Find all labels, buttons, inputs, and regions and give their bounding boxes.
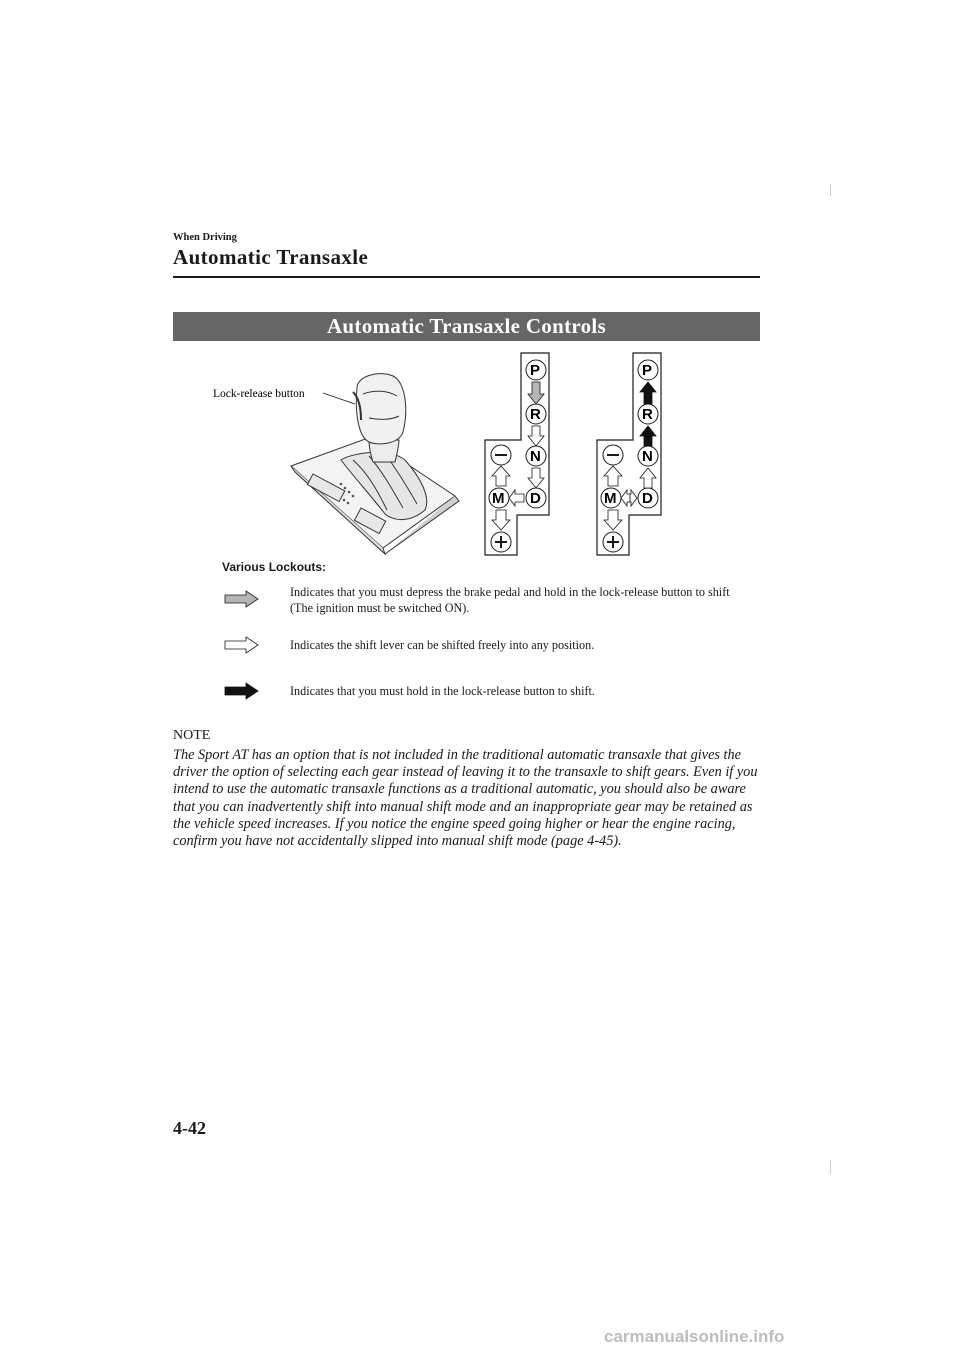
gate2-r-label: R xyxy=(642,406,653,423)
callout-leader xyxy=(323,393,355,404)
gate2-p-label: P xyxy=(642,362,653,379)
gate1-r-label: R xyxy=(530,406,541,423)
gate2-n-label: N xyxy=(642,448,653,465)
shift-console-illustration xyxy=(291,374,459,554)
gate2-d-label: D xyxy=(642,490,653,507)
shift-lever-figure xyxy=(173,348,760,718)
lockout-legend-black: Indicates that you must hold in the lock-release button to shift. xyxy=(290,684,595,698)
white-arrow-icon xyxy=(224,636,260,654)
note-title: NOTE xyxy=(173,728,211,743)
crop-mark-top xyxy=(830,184,831,196)
section-banner: Automatic Transaxle Controls xyxy=(173,312,760,341)
black-arrow-icon xyxy=(224,682,260,700)
gate2-m-label: M xyxy=(604,490,617,507)
chapter-title: Automatic Transaxle xyxy=(173,245,369,269)
note-body: The Sport AT has an option that is not included in the traditional automatic transaxle that gives the driver the option of selecting each gear instead of leaving it to the transaxle to shift gears. Even if you intend to use the automatic transaxle functions as a traditional automatic, you should also be aware that you can inadvertently shift into manual shift mode and an inappropriate gear may be retained as the vehicle speed increases. If you notice the engine speed going higher or hear the engine racing, confirm you have not accidentally slipped into manual shift mode (page 4-45). xyxy=(173,747,758,850)
lock-release-callout: Lock-release button xyxy=(213,388,305,400)
header-rule xyxy=(173,276,760,278)
section-label: When Driving xyxy=(173,232,237,243)
shift-gate-diagram-2 xyxy=(597,353,661,555)
gate1-n-label: N xyxy=(530,448,541,465)
lockouts-title: Various Lockouts: xyxy=(222,560,327,574)
gate1-m-label: M xyxy=(492,490,505,507)
gate1-d-label: D xyxy=(530,490,541,507)
gray-arrow-icon xyxy=(224,590,260,608)
crop-mark-bottom xyxy=(830,1160,831,1174)
gate1-p-label: P xyxy=(530,362,541,379)
lockout-legend-gray: Indicates that you must depress the brake pedal and hold in the lock-release button to shift (The ignition must be switched ON). xyxy=(290,585,730,615)
watermark: carmanualsonline.info xyxy=(604,1327,785,1346)
shift-gate-diagram-1 xyxy=(485,353,549,555)
lockout-legend-white: Indicates the shift lever can be shifted freely into any position. xyxy=(290,638,595,652)
page-number: 4-42 xyxy=(173,1118,206,1138)
